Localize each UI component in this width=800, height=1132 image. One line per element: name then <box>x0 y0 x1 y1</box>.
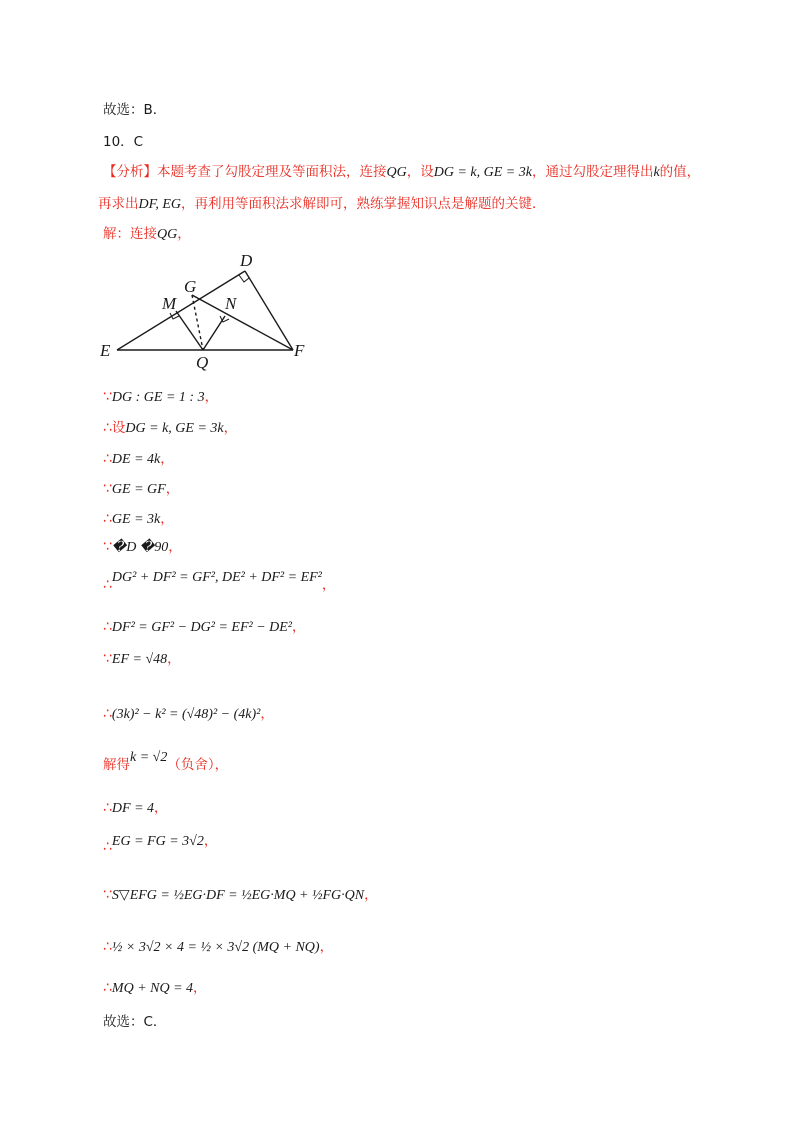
step-1-math: DG : GE = 1 : 3 <box>111 390 205 405</box>
step-2-math: DG = k, GE = 3k <box>125 421 224 436</box>
step-3 <box>103 447 174 468</box>
triangle-figure <box>100 248 320 373</box>
step-14 <box>103 883 378 904</box>
analysis-text-5: 再求出 <box>98 196 139 212</box>
label-e: E <box>100 341 111 360</box>
set-word: 设 <box>111 420 126 436</box>
analysis-set: DG = k, GE = 3k <box>433 165 532 180</box>
therefore-symbol: ∴ <box>103 706 112 722</box>
analysis-text-2: ，设 <box>406 164 434 180</box>
step-comma: ， <box>292 619 306 635</box>
analysis-line-2 <box>98 192 546 213</box>
step-16-math: MQ + NQ = 4 <box>111 981 194 996</box>
therefore-symbol: ∴ <box>103 800 112 816</box>
step-9-math: EF = √48 <box>111 652 168 667</box>
step-15 <box>103 935 333 956</box>
step-comma: ， <box>167 651 181 667</box>
step-8-math: DF² = GF² − DG² = EF² − DE² <box>111 620 293 635</box>
step-11 <box>103 750 229 774</box>
step-14-math: S▽EFG = ½EG·DF = ½EG·MQ + ½FG·QN <box>111 888 365 903</box>
step-comma: ， <box>364 887 378 903</box>
step-11-math: k = √2 <box>130 750 168 765</box>
analysis-text-6: ，再利用等面积法求解即可，熟练掌握知识点是解题的关键． <box>181 196 546 212</box>
step-comma: ， <box>203 833 218 849</box>
because-symbol: ∵ <box>103 539 112 555</box>
analysis-qg: QG <box>386 165 407 180</box>
step-6 <box>103 535 182 556</box>
step-comma: ， <box>260 706 274 722</box>
segment-qn <box>203 316 225 350</box>
step-3-math: DE = 4k <box>111 452 161 467</box>
step-12-math: DF = 4 <box>111 801 155 816</box>
step-7 <box>103 565 336 593</box>
step-15-math: ½ × 3√2 × 4 = ½ × 3√2 (MQ + NQ) <box>111 940 320 955</box>
step-6-math: �D �90 <box>111 540 169 555</box>
step-5-math: GE = 3k <box>111 512 161 527</box>
solution-qg: QG <box>157 227 178 242</box>
step-comma: ， <box>168 539 182 555</box>
because-symbol: ∵ <box>103 887 112 903</box>
label-m: M <box>162 294 177 313</box>
therefore-symbol: ∴ <box>103 451 112 467</box>
therefore-symbol: ∴ <box>103 839 112 855</box>
step-13-math: EG = FG = 3√2 <box>111 834 204 849</box>
solve-word: 解得 <box>103 757 130 773</box>
label-d: D <box>240 251 253 270</box>
therefore-symbol: ∴ <box>103 619 112 635</box>
label-g: G <box>184 277 197 296</box>
analysis-text-3: ，通过勾股定理得出 <box>531 164 654 180</box>
step-comma: ， <box>165 481 180 497</box>
step-4-math: GE = GF <box>111 482 166 497</box>
answer-choose-b: 故选：B． <box>103 102 167 118</box>
step-comma: ， <box>204 389 219 405</box>
step-5 <box>103 507 174 528</box>
therefore-symbol: ∴ <box>103 511 112 527</box>
therefore-symbol: ∴ <box>103 939 112 955</box>
label-n: N <box>225 294 237 313</box>
solution-line <box>103 222 191 243</box>
step-8 <box>103 615 306 636</box>
analysis-tag: 【分析】 <box>103 164 157 180</box>
step-10 <box>103 702 274 723</box>
label-q: Q <box>196 353 209 372</box>
step-comma: ， <box>160 451 174 467</box>
step-comma: ， <box>319 939 334 955</box>
analysis-text-4: 的值， <box>659 164 701 180</box>
analysis-line-1 <box>103 160 700 181</box>
analysis-k: k <box>653 165 660 180</box>
answer-choose-c: 故选：C． <box>103 1014 167 1030</box>
because-symbol: ∵ <box>103 651 112 667</box>
step-2 <box>103 416 237 437</box>
step-12 <box>103 796 168 817</box>
therefore-symbol: ∴ <box>103 577 112 593</box>
analysis-dfeg: DF, EG <box>138 197 182 212</box>
step-comma: ， <box>321 577 336 593</box>
step-comma: ， <box>154 800 168 816</box>
step-7-math: DG² + DF² = GF², DE² + DF² = EF² <box>111 570 322 585</box>
solution-text-2: ， <box>177 226 191 242</box>
step-comma: ， <box>193 980 207 996</box>
negative-discard: （负舍）， <box>167 757 229 773</box>
because-symbol: ∵ <box>103 481 112 497</box>
segment-gf <box>192 295 293 350</box>
question-10-answer: 10．C <box>103 134 144 150</box>
step-1 <box>103 385 218 406</box>
solution-text-1: 解：连接 <box>103 226 157 242</box>
step-16 <box>103 976 207 997</box>
step-10-math: (3k)² − k² = (√48)² − (4k)² <box>111 707 261 722</box>
because-symbol: ∵ <box>103 389 112 405</box>
step-comma: ， <box>160 511 174 527</box>
step-4 <box>103 477 179 498</box>
step-comma: ， <box>223 420 238 436</box>
step-13 <box>103 829 218 855</box>
step-9 <box>103 647 181 668</box>
therefore-symbol: ∴ <box>103 980 112 996</box>
segment-df <box>245 271 293 350</box>
therefore-symbol: ∴ <box>103 420 112 436</box>
analysis-text-1: 本题考查了勾股定理及等面积法，连接 <box>157 164 387 180</box>
label-f: F <box>294 341 305 360</box>
